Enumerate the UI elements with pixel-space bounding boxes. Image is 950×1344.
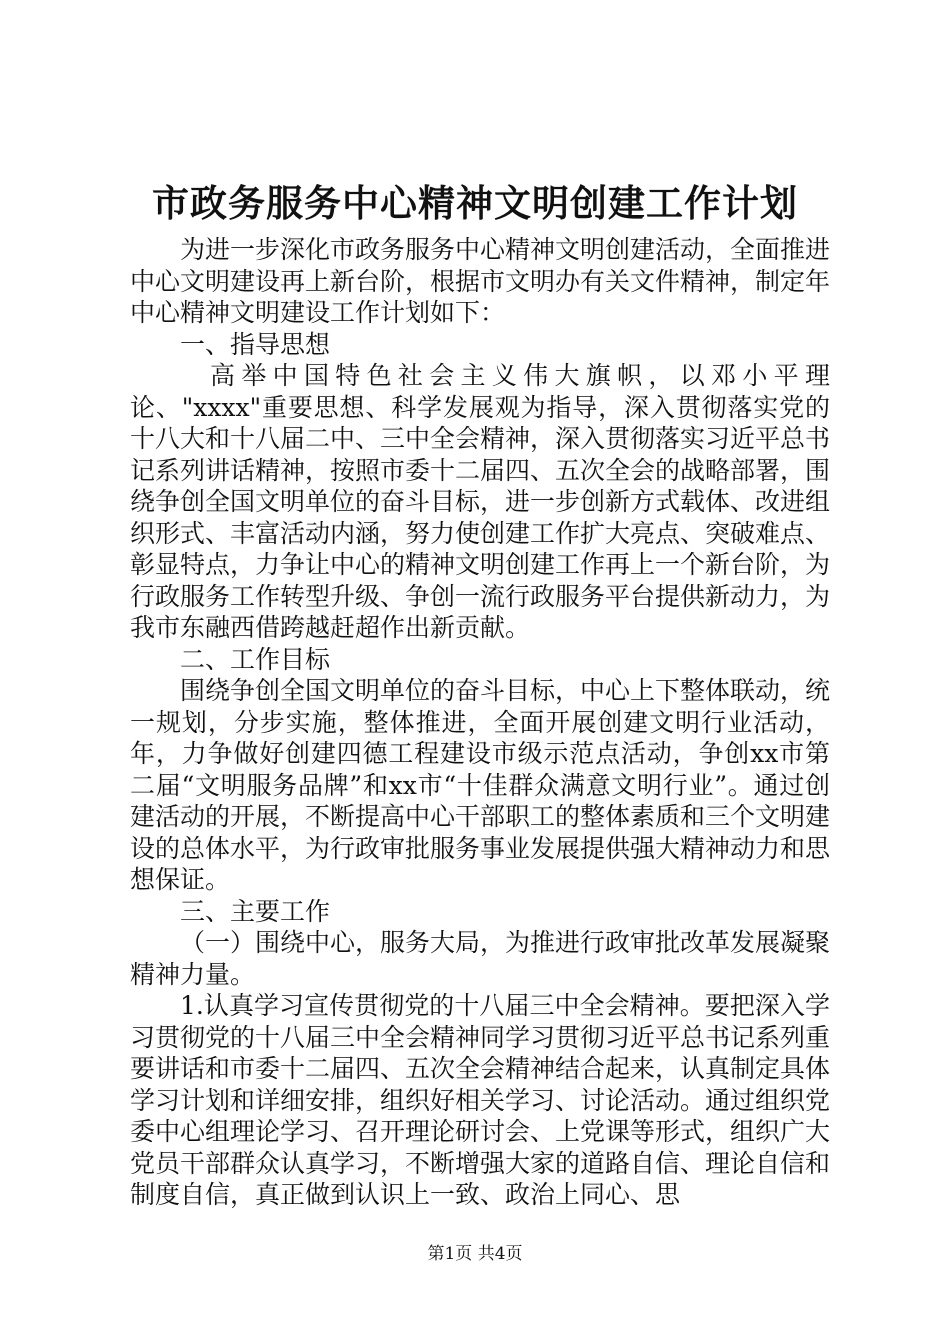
main-work-subheading: （一）围绕中心，服务大局，为推进行政审批改革发展凝聚精神力量。 bbox=[130, 928, 831, 989]
document-body bbox=[130, 234, 830, 1211]
section-heading-main-work: 三、主要工作 bbox=[180, 896, 331, 926]
guiding-thought-paragraph: 高举中国特色社会主义伟大旗帜，以邓小平理论、"xxxx"重要思想、科学发展观为指导，深入贯彻落实党的十八大和十八届二中、三中全会精神，深入贯彻落实习近平总书记系列讲话精神，按照市委十二届四、五次全会的战略部署，围绕争创全国文明单位的奋斗目标，进一步创新方式载体、改进组织形式、丰富活动内涵，努力使创建工作扩大亮点、突破难点、彰显特点，力争让中心的精神文明创建工作再上一个新台阶，为行政服务工作转型升级、争创一流行政服务平台提供新动力，为我市东融西借跨越赶超作出新贡献。 bbox=[130, 361, 831, 642]
intro-paragraph: 为进一步深化市政务服务中心精神文明创建活动，全面推进中心文明建设再上新台阶，根据市文明办有关文件精神，制定年中心精神文明建设工作计划如下： bbox=[130, 235, 831, 327]
main-work-item-1: 1.认真学习宣传贯彻党的十八届三中全会精神。要把深入学习贯彻党的十八届三中全会精神同学习贯彻习近平总书记系列重要讲话和市委十二届四、五次全会精神结合起来，认真制定具体学习计划和详细安排，组织好相关学习、讨论活动。通过组织党委中心组理论学习、召开理论研讨会、上党课等形式，组织广大党员干部群众认真学习，不断增强大家的道路自信、理论自信和制度自信，真正做到认识上一致、政治上同心、思 bbox=[130, 991, 831, 1209]
work-goals-paragraph: 围绕争创全国文明单位的奋斗目标，中心上下整体联动，统一规划，分步实施，整体推进，全面开展创建文明行业活动，年，力争做好创建四德工程建设市级示范点活动，争创xx市第二届“文明服务品牌”和xx市“十佳群众满意文明行业”。通过创建活动的开展，不断提高中心干部职工的整体素质和三个文明建设的总体水平，为行政审批服务事业发展提供强大精神动力和思想保证。 bbox=[130, 676, 831, 894]
section-heading-work-goals: 二、工作目标 bbox=[180, 644, 331, 674]
section-heading-guiding-thought: 一、指导思想 bbox=[180, 329, 331, 359]
document-title: 市政务服务中心精神文明创建工作计划 bbox=[152, 181, 798, 225]
page-footer: 第1页 共4页 bbox=[427, 1244, 523, 1264]
